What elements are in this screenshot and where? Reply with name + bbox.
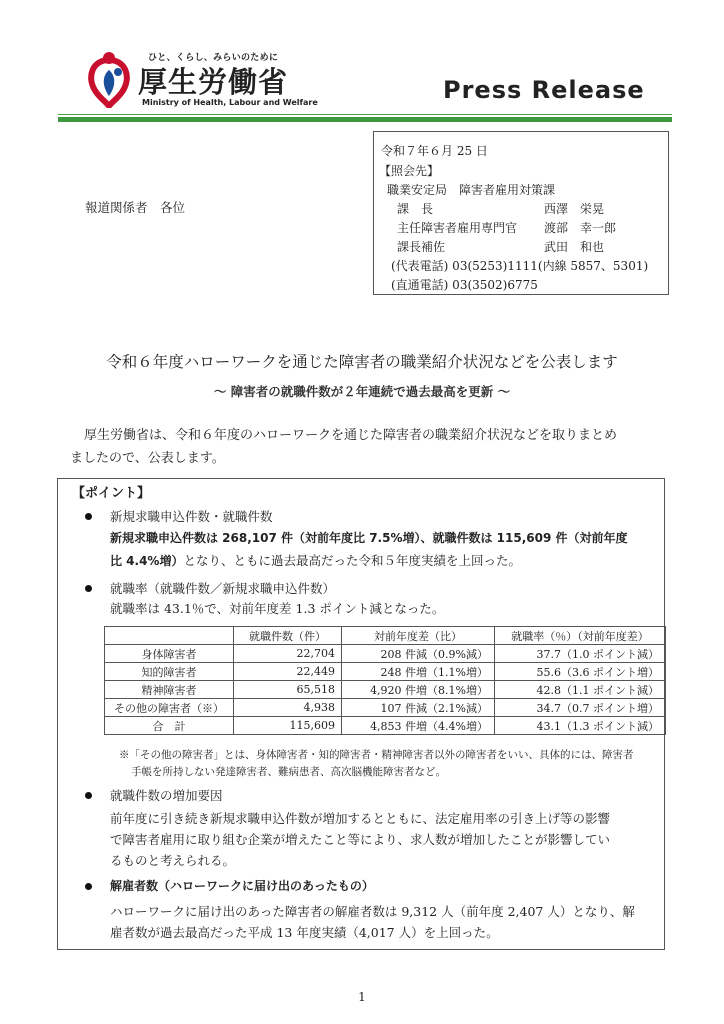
point-text: ハローワークに届け出のあった障害者の解雇者数は 9,312 人（前年度 2,407 人）となり、解 [110, 904, 635, 919]
table-cell-rate: 37.7（1.0 ポイント減） [495, 645, 666, 663]
header-rule-thin [58, 114, 672, 115]
table-cell-category: 知的障害者 [105, 663, 234, 681]
point-text: となり、ともに過去最高だった令和５年度実績を上回った。 [183, 553, 521, 568]
table-cell-rate: 55.6（3.6 ポイント増） [495, 663, 666, 681]
contact-tel-direct: (直通電話) 03(3502)6775 [391, 278, 538, 292]
point-text: 前年度に引き続き新規求職申込件数が増加するとともに、法定雇用率の引き上げ等の影響 [110, 811, 611, 826]
table-cell-category: 合 計 [105, 717, 234, 735]
contact-heading: 【照会先】 [379, 164, 440, 178]
page-number: 1 [358, 990, 366, 1004]
point-title: 新規求職申込件数・就職件数 [110, 509, 273, 524]
ministry-logo-icon [82, 50, 136, 108]
intro-line: ましたので、公表します。 [70, 451, 225, 466]
table-cell-diff: 4,853 件増（4.4%増） [342, 717, 495, 735]
point-title: 解雇者数（ハローワークに届け出のあったもの） [110, 879, 374, 893]
page-subtitle: ～ 障害者の就職件数が２年連続で過去最高を更新 ～ [213, 384, 511, 399]
table-row [105, 681, 666, 699]
contact-role: 課長補佐 [397, 240, 446, 254]
table-cell-jobs: 115,609 [234, 717, 342, 735]
table-note: ※「その他の障害者」とは、身体障害者・知的障害者・精神障害者以外の障害者をいい、具体的には、障害者 [119, 749, 634, 761]
table-cell-category: 身体障害者 [105, 645, 234, 663]
table-header: 対前年度差（比） [342, 627, 495, 645]
placement-stats-table [104, 626, 666, 735]
page-title: 令和６年度ハローワークを通じた障害者の職業紹介状況などを公表します [106, 353, 618, 371]
table-cell-rate: 42.8（1.1 ポイント減） [495, 681, 666, 699]
point-text-bold: 新規求職申込件数は 268,107 件（対前年度比 7.5%増）、就職件数は 115,609 件（対前年度 [110, 531, 628, 545]
table-cell-diff: 248 件増（1.1%増） [342, 663, 495, 681]
contact-role: 主任障害者雇用専門官 [397, 221, 518, 235]
table-cell-rate: 34.7（0.7 ポイント増） [495, 699, 666, 717]
table-row [105, 699, 666, 717]
press-release-label: Press Release [443, 76, 645, 104]
ministry-tagline: ひと、くらし、みらいのために [148, 53, 279, 63]
contact-name: 西澤 栄晃 [544, 202, 605, 216]
table-header [105, 627, 234, 645]
intro-line: 厚生労働省は、令和６年度のハローワークを通じた障害者の職業紹介状況などを取りまとめ [84, 428, 618, 443]
ministry-name-jp: 厚生労働省 [138, 65, 289, 99]
bullet-icon [85, 513, 92, 520]
table-header: 就職率（％）（対前年度差） [495, 627, 666, 645]
contact-bureau: 職業安定局 障害者雇用対策課 [387, 183, 556, 197]
bullet-icon [85, 792, 92, 799]
bullet-icon [85, 883, 92, 890]
table-note: 手帳を所持しない発達障害者、難病患者、高次脳機能障害者など。 [131, 766, 446, 778]
release-date: 令和７年６月 25 日 [381, 144, 488, 158]
table-cell-diff: 107 件減（2.1%減） [342, 699, 495, 717]
table-cell-category: その他の障害者（※） [105, 699, 234, 717]
header-rule-thick [58, 117, 672, 122]
point-text-line [110, 551, 521, 569]
contact-tel-main: (代表電話) 03(5253)1111(内線 5857、5301) [391, 259, 649, 273]
table-cell-diff: 4,920 件増（8.1%増） [342, 681, 495, 699]
point-title: 就職率（就職件数／新規求職申込件数） [110, 581, 336, 596]
point-title: 就職件数の増加要因 [110, 788, 223, 803]
table-cell-jobs: 22,704 [234, 645, 342, 663]
point-text: で障害者雇用に取り組む企業が増えたこと等により、求人数が増加したことが影響してい [110, 832, 611, 847]
table-cell-diff: 208 件減（0.9%減） [342, 645, 495, 663]
point-text: 就職率は 43.1％で、対前年度差 1.3 ポイント減となった。 [110, 601, 445, 616]
table-cell-jobs: 22,449 [234, 663, 342, 681]
point-text-bold: 比 4.4%増） [110, 554, 184, 568]
table-header: 就職件数（件） [234, 627, 342, 645]
point-text: るものと考えられる。 [110, 853, 236, 868]
table-header-row [105, 627, 666, 645]
contact-role: 課 長 [397, 202, 434, 216]
table-row [105, 645, 666, 663]
table-total-row [105, 717, 666, 735]
bullet-icon [85, 585, 92, 592]
table-cell-jobs: 4,938 [234, 699, 342, 717]
points-heading: 【ポイント】 [72, 486, 151, 501]
point-text: 雇者数が過去最高だった平成 13 年度実績（4,017 人）を上回った。 [110, 925, 499, 940]
contact-name: 武田 和也 [544, 240, 605, 254]
table-row [105, 663, 666, 681]
contact-name: 渡部 幸一郎 [544, 221, 617, 235]
table-cell-rate: 43.1（1.3 ポイント減） [495, 717, 666, 735]
contact-box [373, 131, 669, 295]
ministry-name-en: Ministry of Health, Labour and Welfare [142, 98, 318, 107]
table-cell-jobs: 65,518 [234, 681, 342, 699]
addressee: 報道関係者 各位 [85, 200, 186, 215]
table-cell-category: 精神障害者 [105, 681, 234, 699]
